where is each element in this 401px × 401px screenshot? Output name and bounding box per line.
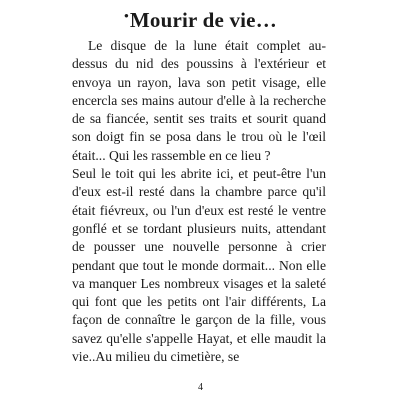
page-number: 4 [198, 382, 203, 393]
body-text [72, 37, 326, 366]
paragraph-1: Le disque de la lune était complet au-dessus du nid des poussins à l'extérieur et envoya un rayon, lava son petit visage, elle encercla ses mains autour d'elle à la recherche de sa fiancée, sentit ses traits et sourit quand son doigt fin se posa dans le trou où le l'œil était... Qui les rassemble en ce lieu ? [72, 38, 326, 163]
chapter-title [0, 4, 401, 32]
chapter-title-text: Mourir de vie… [129, 8, 277, 32]
paragraph-2: Seul le toit qui les abrite ici, et peut-être l'un d'eux est-il resté dans la chambre parce qu'il était fiévreux, ou l'un d'eux est resté le ventre gonflé et se tordant plusieurs nuits, attendant de pousser une nouvelle personne à crier pendant que tout le monde dormait... Non elle va manquer Les nombreux visages et la saleté qui font que les petits ont l'air différents, La façon de connaître le garçon de la fille, vous savez qu'elle s'appelle Hayat, et elle maudit la vie..Au milieu du cimetière, se [72, 166, 326, 365]
title-bullet: • [124, 8, 129, 23]
